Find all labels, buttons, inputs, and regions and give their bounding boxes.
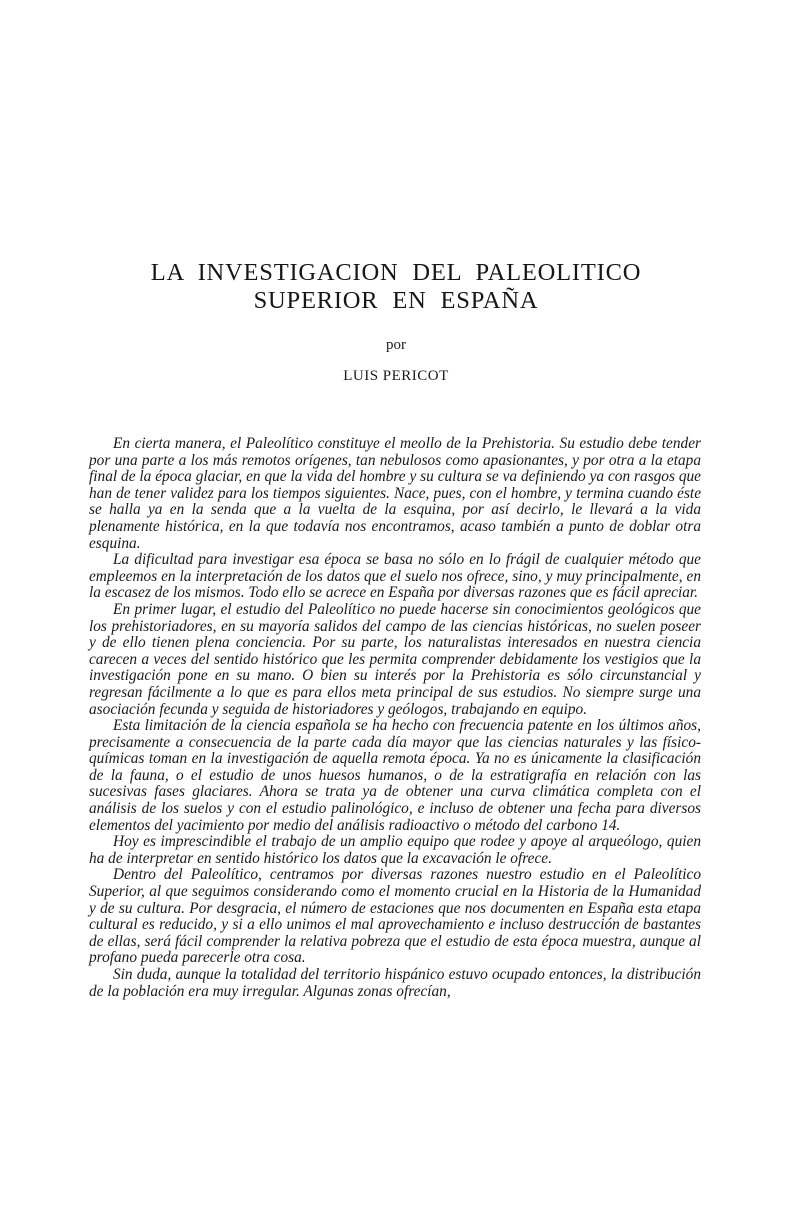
paragraph: Hoy es imprescindible el trabajo de un amplio equipo que rodee y apoye al arqueólogo, quien ha de interpretar en sentido histórico los datos que la excavación le ofrece. (89, 833, 701, 867)
byline-por: por (386, 337, 406, 353)
paragraph: La dificultad para investigar esa época se basa no sólo en lo frágil de cualquier método que empleemos en la interpretación de los datos que el suelo nos ofrece, sino, y muy principalmente, en la escasez de los mismos. Todo ello se acrece en España por diversas razones que es fácil apreciar. (89, 551, 701, 602)
paragraph: Sin duda, aunque la totalidad del territorio hispánico estuvo ocupado entonces, la distribución de la población era muy irregular. Algunas zonas ofrecían, (89, 966, 701, 1000)
paragraph: Esta limitación de la ciencia española se ha hecho con frecuencia patente en los últimos años, precisamente a consecuencia de la parte cada día mayor que las ciencias naturales y las físico-químicas toman en la investigación de aquella remota época. Ya no es únicamente la clasificación de la fauna, o el estudio de unos huesos humanos, o de la estratigrafía en relación con las sucesivas fases glaciares. Ahora se trata ya de obtener una curva climática completa con el análisis de los suelos y con el estudio palinológico, e incluso de obtener una fecha para diversos elementos del yacimiento por medio del análisis radioactivo o método del carbono 14. (89, 717, 701, 834)
article-title-line-1: LA INVESTIGACION DEL PALEOLITICO (150, 259, 642, 286)
paragraph: Dentro del Paleolítico, centramos por diversas razones nuestro estudio en el Paleolítico Superior, al que seguimos considerando como el momento crucial en la Historia de la Humanidad y de su cultura. Por desgracia, el número de estaciones que nos documenten en España esta etapa cultural es reducido, y si a ello unimos el mal aprovechamiento e incluso destrucción de bastantes de ellas, será fácil comprender la relativa pobreza que el estudio de esta época muestra, aunque al profano pueda parecerle otra cosa. (89, 866, 701, 967)
article-body (89, 436, 701, 1000)
article-title-line-2: SUPERIOR EN ESPAÑA (253, 287, 539, 314)
author-name: LUIS PERICOT (343, 368, 449, 384)
paragraph: En primer lugar, el estudio del Paleolítico no puede hacerse sin conocimientos geológicos que los prehistoriadores, en su mayoría salidos del campo de las ciencias históricas, no suelen poseer y de ello tienen plena conciencia. Por su parte, los naturalistas interesados en nuestra ciencia carecen a veces del sentido histórico que les permita comprender debidamente los vestigios que la investigación pone en su mano. O bien su interés por la Prehistoria es sólo circunstancial y regresan fácilmente a lo que es para ellos meta principal de sus estudios. No siempre surge una asociación fecunda y seguida de historiadores y geólogos, trabajando en equipo. (89, 600, 701, 718)
paragraph: En cierta manera, el Paleolítico constituye el meollo de la Prehistoria. Su estudio debe tender por una parte a los más remotos orígenes, tan nebulosos como apasionantes, y por otra a la etapa final de la época glaciar, en que la vida del hombre y su cultura se va definiendo ya con rasgos que han de tener validez para los tiempos siguientes. Nace, pues, con el hombre, y termina cuando éste se halla ya en la senda que a la vuelta de la esquina, por así decirlo, le llevará a la vida plenamente histórica, en la que todavía nos encontramos, acaso también a punto de doblar otra esquina. (89, 435, 701, 552)
